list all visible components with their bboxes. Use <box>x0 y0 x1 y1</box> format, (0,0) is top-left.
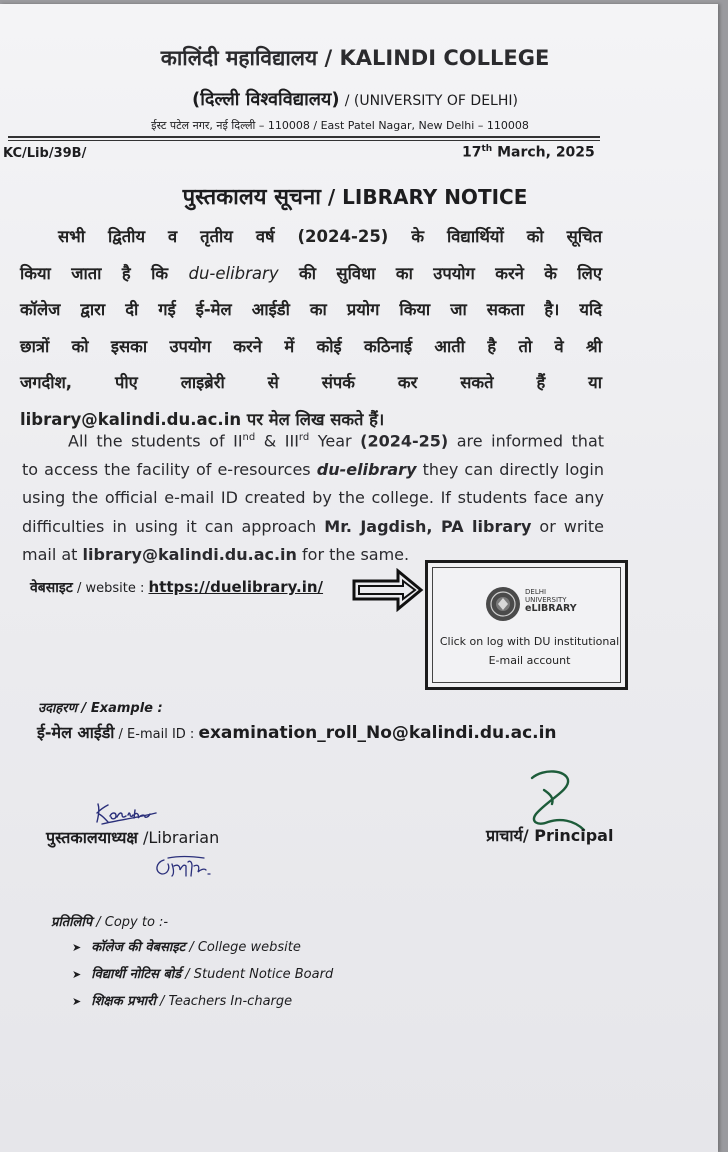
website-link[interactable]: https://duelibrary.in/ <box>148 578 324 596</box>
elibrary-screenshot-box <box>425 560 628 690</box>
hindi-line: कॉलेज द्वारा दी गई ई-मेल आईडी का प्रयोग किया जा सकता है। यदि <box>20 300 602 319</box>
hindi-paragraph <box>20 219 602 438</box>
librarian-hindi: पुस्तकालयाध्यक्ष <box>46 828 138 847</box>
hindi-line: जगदीश, पीए लाइब्रेरी से संपर्क कर सकते हैं या <box>20 373 602 392</box>
university-english: / (UNIVERSITY OF DELHI) <box>344 93 518 109</box>
email-label-hindi: ई-मेल आईडी <box>37 723 115 742</box>
example-label: उदाहरण / Example : <box>38 701 163 716</box>
title-english: / LIBRARY NOTICE <box>320 185 528 209</box>
title-hindi: पुस्तकालय सूचना <box>182 185 321 210</box>
english-line: All the students of IInd & IIIrd Year (2024-25) are informed that <box>68 431 605 451</box>
arrow-bullet-icon: ➤ <box>72 941 82 954</box>
copy-item-notice-board: ➤ विद्यार्थी नोटिस बोर्ड / Student Notice Board <box>72 967 334 982</box>
copy-item-teachers-incharge: ➤ शिक्षक प्रभारी / Teachers In-charge <box>72 994 293 1009</box>
example-email-line <box>37 721 557 743</box>
website-label-hindi: वेबसाइट <box>30 580 73 596</box>
university-line <box>0 87 710 111</box>
librarian-english: /Librarian <box>137 828 220 847</box>
reference-number: KC/Lib/39B/ <box>3 146 87 161</box>
email-label-english: / E-mail ID : <box>114 727 199 742</box>
header-rule-thin <box>8 140 600 141</box>
college-address: ईस्ट पटेल नगर, नई दिल्ली – 110008 / East Patel Nagar, New Delhi – 110008 <box>151 119 529 132</box>
english-line: mail at library@kalindi.du.ac.in for the same. <box>22 545 410 565</box>
du-seal-icon <box>485 586 521 622</box>
principal-english: / Principal <box>522 826 614 845</box>
english-paragraph <box>22 424 604 570</box>
copy-item-college-website: ➤ कॉलेज की वेबसाइट / College website <box>72 940 301 955</box>
website-label-english: / website : <box>72 581 149 596</box>
librarian-label <box>46 826 219 848</box>
principal-label <box>486 824 613 846</box>
arrow-bullet-icon: ➤ <box>72 968 82 981</box>
college-name: कालिंदी महाविद्यालय / KALINDI COLLEGE <box>160 46 550 70</box>
arrow-right-icon <box>352 568 424 612</box>
example-email-value: examination_roll_No@kalindi.du.ac.in <box>198 723 557 743</box>
elibrary-logo-text: DELHI UNIVERSITY eLIBRARY <box>525 588 577 614</box>
arrow-bullet-icon: ➤ <box>72 995 82 1008</box>
hindi-line: library@kalindi.du.ac.in पर मेल लिख सकते हैं। <box>20 409 385 429</box>
elibrary-instruction: Click on log with DU institutional E-mail account <box>439 635 620 667</box>
website-line <box>30 578 323 597</box>
notice-paper <box>0 4 718 1152</box>
librarian-signature <box>88 796 168 828</box>
header-rule <box>8 136 600 138</box>
notice-date: 17th March, 2025 <box>462 144 595 161</box>
hindi-line: किया जाता है कि du-elibrary की सुविधा का उपयोग करने के लिए <box>20 263 602 283</box>
hindi-line: छात्रों को इसका उपयोग करने में कोई कठिनाई आती है तो वे श्री <box>20 336 602 356</box>
elibrary-box-inner <box>432 567 621 683</box>
copy-to-heading: प्रतिलिपि / Copy to :- <box>51 915 169 930</box>
english-line: using the official e-mail ID created by the college. If students face any <box>22 488 604 508</box>
university-hindi: (दिल्ली विश्वविद्यालय) <box>192 89 340 110</box>
english-line: difficulties in using it can approach Mr. Jagdish, PA library or write <box>22 516 604 536</box>
english-line: to access the facility of e-resources du-elibrary they can directly login <box>22 459 605 479</box>
notice-title <box>0 181 710 211</box>
hindi-line: सभी द्वितीय व तृतीय वर्ष (2024-25) के विद्यार्थियों को सूचित <box>58 227 602 246</box>
handwritten-initial-mark <box>150 852 220 882</box>
principal-hindi: प्राचार्य <box>486 826 523 845</box>
